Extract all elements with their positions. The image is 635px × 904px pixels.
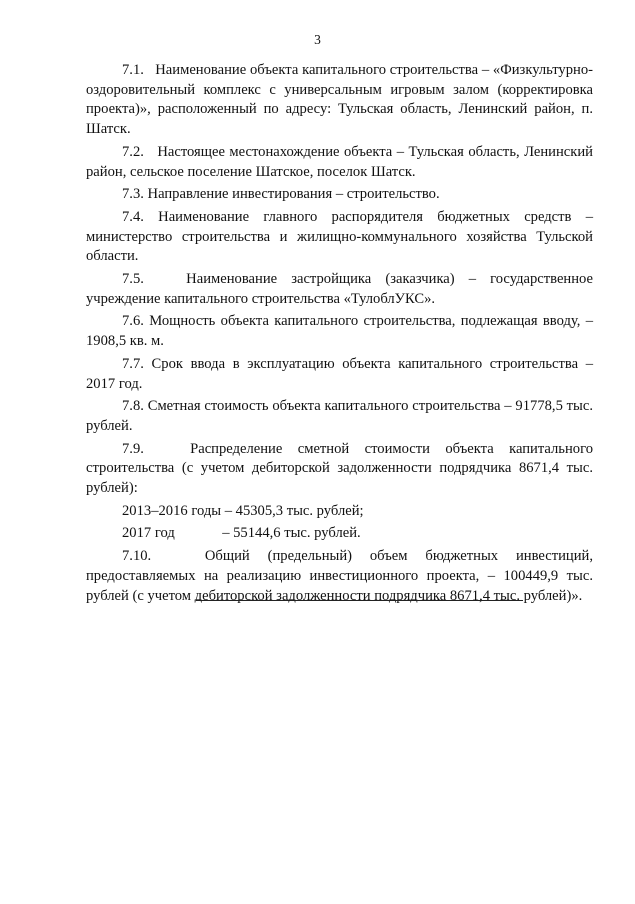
cost-distribution-row: 2017 год – 55144,6 тыс. рублей.	[122, 525, 361, 542]
paragraph-7-1: 7.1. Наименование объекта капитального строительства – «Физкультурно-оздоровительный комплекс с универсальным игровым залом (корректировка проекта)», расположенный по адресу: Тульская область, Ленинский район, п. Шатск.	[86, 62, 593, 138]
closing-divider-line	[196, 600, 523, 601]
paragraph-7-4: 7.4. Наименование главного распорядителя бюджетных средств – министерство строительства и жилищно-коммунального хозяйства Тульской области.	[86, 208, 593, 265]
paragraph-7-3: 7.3. Направление инвестирования – строительство.	[122, 186, 440, 203]
paragraph-7-5: 7.5. Наименование застройщика (заказчика) – государственное учреждение капитального строительства «ТулоблУКС».	[86, 271, 593, 307]
paragraph-7-2: 7.2. Настоящее местонахождение объекта – Тульская область, Ленинский район, сельское поселение Шатское, поселок Шатск.	[86, 143, 593, 180]
paragraph-7-6: 7.6. Мощность объекта капитального строительства, подлежащая вводу, – 1908,5 кв. м.	[86, 313, 593, 350]
paragraph-7-8: 7.8. Сметная стоимость объекта капитального строительства – 91778,5 тыс. рублей.	[86, 398, 593, 434]
paragraph-7-10: 7.10. Общий (предельный) объем бюджетных инвестиций, предоставляемых на реализацию инвестиционного проекта, – 100449,9 тыс. рублей (с учетом дебиторской задолженности подрядчика 8671,4 тыс. рублей)».	[86, 548, 593, 604]
cost-distribution-list	[86, 502, 593, 544]
cost-distribution-row: 2013–2016 годы – 45305,3 тыс. рублей;	[122, 502, 364, 519]
page-number: 3	[314, 32, 321, 47]
paragraph-7-7: 7.7. Срок ввода в эксплуатацию объекта капитального строительства – 2017 год.	[86, 355, 593, 392]
paragraph-7-9: 7.9. Распределение сметной стоимости объекта капитального строительства (с учетом дебиторской задолженности подрядчика 8671,4 тыс. рублей):	[86, 440, 593, 497]
document-body	[86, 61, 593, 606]
